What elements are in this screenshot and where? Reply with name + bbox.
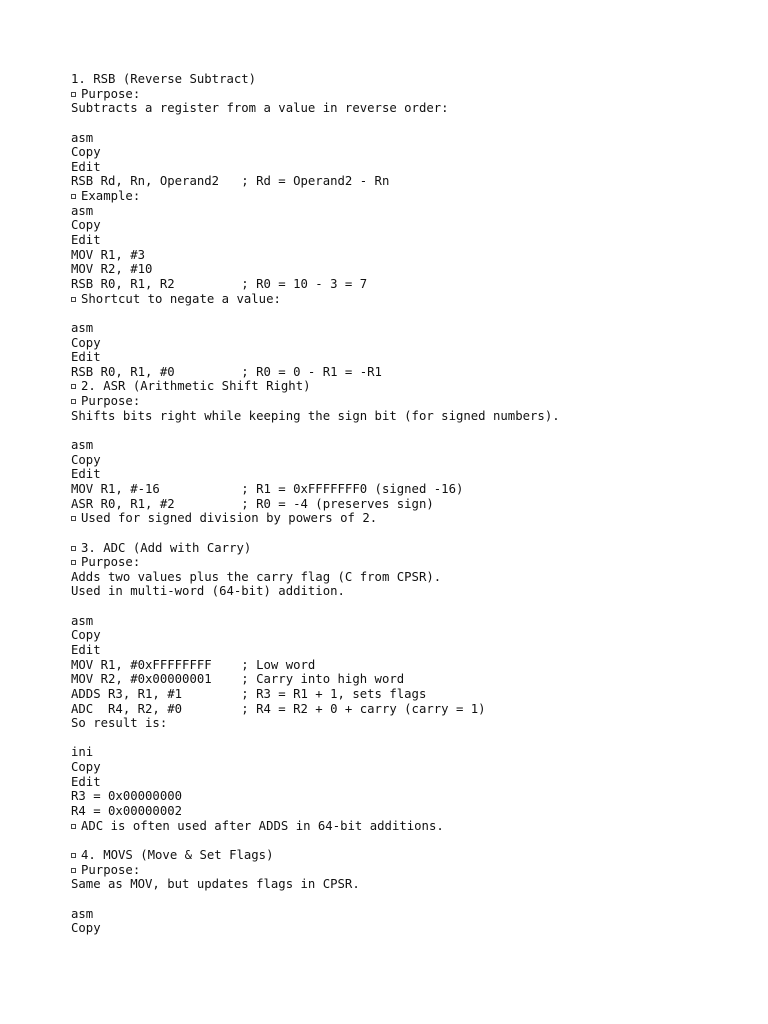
text-line: [71, 101, 768, 116]
text-line: [71, 804, 768, 819]
text-line: [71, 248, 768, 263]
blank-line: [71, 833, 768, 848]
line-text: Shortcut to negate a value:: [81, 291, 281, 306]
text-line: [71, 907, 768, 922]
line-text: R3 = 0x00000000: [71, 789, 183, 804]
text-line: [71, 497, 768, 512]
text-line: [71, 687, 768, 702]
line-text: Edit: [71, 233, 101, 248]
text-line: [71, 511, 768, 526]
bullet-box-icon: [71, 560, 76, 565]
text-line: [71, 189, 768, 204]
line-text: Copy: [71, 335, 101, 350]
text-line: [71, 658, 768, 673]
text-line: [71, 745, 768, 760]
bullet-box-icon: [71, 853, 76, 858]
line-text: ASR R0, R1, #2 ; R0 = -4 (preserves sign): [71, 496, 434, 511]
text-line: [71, 233, 768, 248]
bullet-box-icon: [71, 868, 76, 873]
text-line: [71, 72, 768, 87]
line-text: Copy: [71, 218, 101, 233]
text-line: [71, 292, 768, 307]
bullet-box-icon: [71, 194, 76, 199]
line-text: Edit: [71, 350, 101, 365]
line-text: Purpose:: [81, 862, 141, 877]
bullet-box-icon: [71, 399, 76, 404]
line-text: ADC is often used after ADDS in 64-bit additions.: [81, 818, 444, 833]
text-line: [71, 643, 768, 658]
bullet-box-icon: [71, 516, 76, 521]
text-line: [71, 365, 768, 380]
blank-line: [71, 599, 768, 614]
text-line: [71, 467, 768, 482]
text-line: [71, 541, 768, 556]
line-text: RSB R0, R1, #0 ; R0 = 0 - R1 = -R1: [71, 364, 382, 379]
text-line: [71, 702, 768, 717]
text-line: [71, 160, 768, 175]
line-text: 3. ADC (Add with Carry): [81, 540, 252, 555]
line-text: Edit: [71, 467, 101, 482]
text-line: [71, 863, 768, 878]
blank-line: [71, 526, 768, 541]
text-line: [71, 789, 768, 804]
text-line: [71, 775, 768, 790]
line-text: MOV R1, #3: [71, 247, 146, 262]
line-text: Subtracts a register from a value in reverse order:: [71, 101, 449, 116]
text-line: [71, 921, 768, 936]
bullet-box-icon: [71, 824, 76, 829]
bullet-box-icon: [71, 546, 76, 551]
line-text: Used in multi-word (64-bit) addition.: [71, 584, 345, 599]
text-line: [71, 848, 768, 863]
line-text: 1. RSB (Reverse Subtract): [71, 72, 257, 86]
line-text: RSB Rd, Rn, Operand2 ; Rd = Operand2 - Rn: [71, 174, 390, 189]
blank-line: [71, 892, 768, 907]
text-line: [71, 453, 768, 468]
line-text: Purpose:: [81, 394, 141, 409]
line-text: Edit: [71, 159, 101, 174]
line-text: R4 = 0x00000002: [71, 804, 183, 819]
line-text: Same as MOV, but updates flags in CPSR.: [71, 877, 360, 892]
text-line: [71, 379, 768, 394]
text-line: [71, 321, 768, 336]
line-text: MOV R2, #10: [71, 262, 153, 277]
line-text: asm: [71, 203, 94, 218]
line-text: Copy: [71, 760, 101, 775]
line-text: Purpose:: [81, 86, 141, 101]
text-line: [71, 877, 768, 892]
line-text: 2. ASR (Arithmetic Shift Right): [81, 379, 311, 394]
line-text: Used for signed division by powers of 2.: [81, 511, 378, 526]
text-line: [71, 672, 768, 687]
line-text: 4. MOVS (Move & Set Flags): [81, 847, 274, 862]
line-text: Purpose:: [81, 555, 141, 570]
line-text: Example:: [81, 189, 141, 204]
blank-line: [71, 306, 768, 321]
text-line: [71, 584, 768, 599]
text-line: [71, 350, 768, 365]
text-line: [71, 131, 768, 146]
line-text: asm: [71, 906, 94, 921]
text-line: [71, 145, 768, 160]
blank-line: [71, 731, 768, 746]
blank-line: [71, 116, 768, 131]
text-line: [71, 716, 768, 731]
line-text: MOV R1, #-16 ; R1 = 0xFFFFFFF0 (signed -16): [71, 481, 464, 496]
text-line: [71, 87, 768, 102]
text-line: [71, 482, 768, 497]
text-line: [71, 555, 768, 570]
line-text: Copy: [71, 452, 101, 467]
text-line: [71, 218, 768, 233]
line-text: Adds two values plus the carry flag (C from CPSR).: [71, 569, 442, 584]
blank-line: [71, 423, 768, 438]
bullet-box-icon: [71, 92, 76, 97]
bullet-box-icon: [71, 384, 76, 389]
bullet-box-icon: [71, 297, 76, 302]
line-text: RSB R0, R1, R2 ; R0 = 10 - 3 = 7: [71, 276, 368, 291]
text-line: [71, 336, 768, 351]
line-text: Shifts bits right while keeping the sign bit (for signed numbers).: [71, 408, 560, 423]
text-line: [71, 277, 768, 292]
line-text: Copy: [71, 921, 101, 936]
text-line: [71, 614, 768, 629]
text-line: [71, 204, 768, 219]
line-text: ini: [71, 745, 94, 760]
text-line: [71, 438, 768, 453]
line-text: asm: [71, 613, 94, 628]
line-text: MOV R1, #0xFFFFFFFF ; Low word: [71, 657, 316, 672]
text-line: [71, 570, 768, 585]
line-text: asm: [71, 130, 94, 145]
text-line: [71, 394, 768, 409]
text-line: [71, 760, 768, 775]
line-text: Copy: [71, 145, 101, 160]
line-text: asm: [71, 320, 94, 335]
text-line: [71, 628, 768, 643]
line-text: asm: [71, 438, 94, 453]
text-line: [71, 409, 768, 424]
line-text: Edit: [71, 774, 101, 789]
line-text: ADC R4, R2, #0 ; R4 = R2 + 0 + carry (carry = 1): [71, 701, 486, 716]
text-line: [71, 174, 768, 189]
line-text: Copy: [71, 628, 101, 643]
text-line: [71, 262, 768, 277]
text-line: [71, 819, 768, 834]
line-text: ADDS R3, R1, #1 ; R3 = R1 + 1, sets flags: [71, 686, 427, 701]
line-text: Edit: [71, 642, 101, 657]
line-text: MOV R2, #0x00000001 ; Carry into high word: [71, 672, 405, 687]
line-text: So result is:: [71, 716, 168, 731]
document-body: [71, 72, 768, 936]
